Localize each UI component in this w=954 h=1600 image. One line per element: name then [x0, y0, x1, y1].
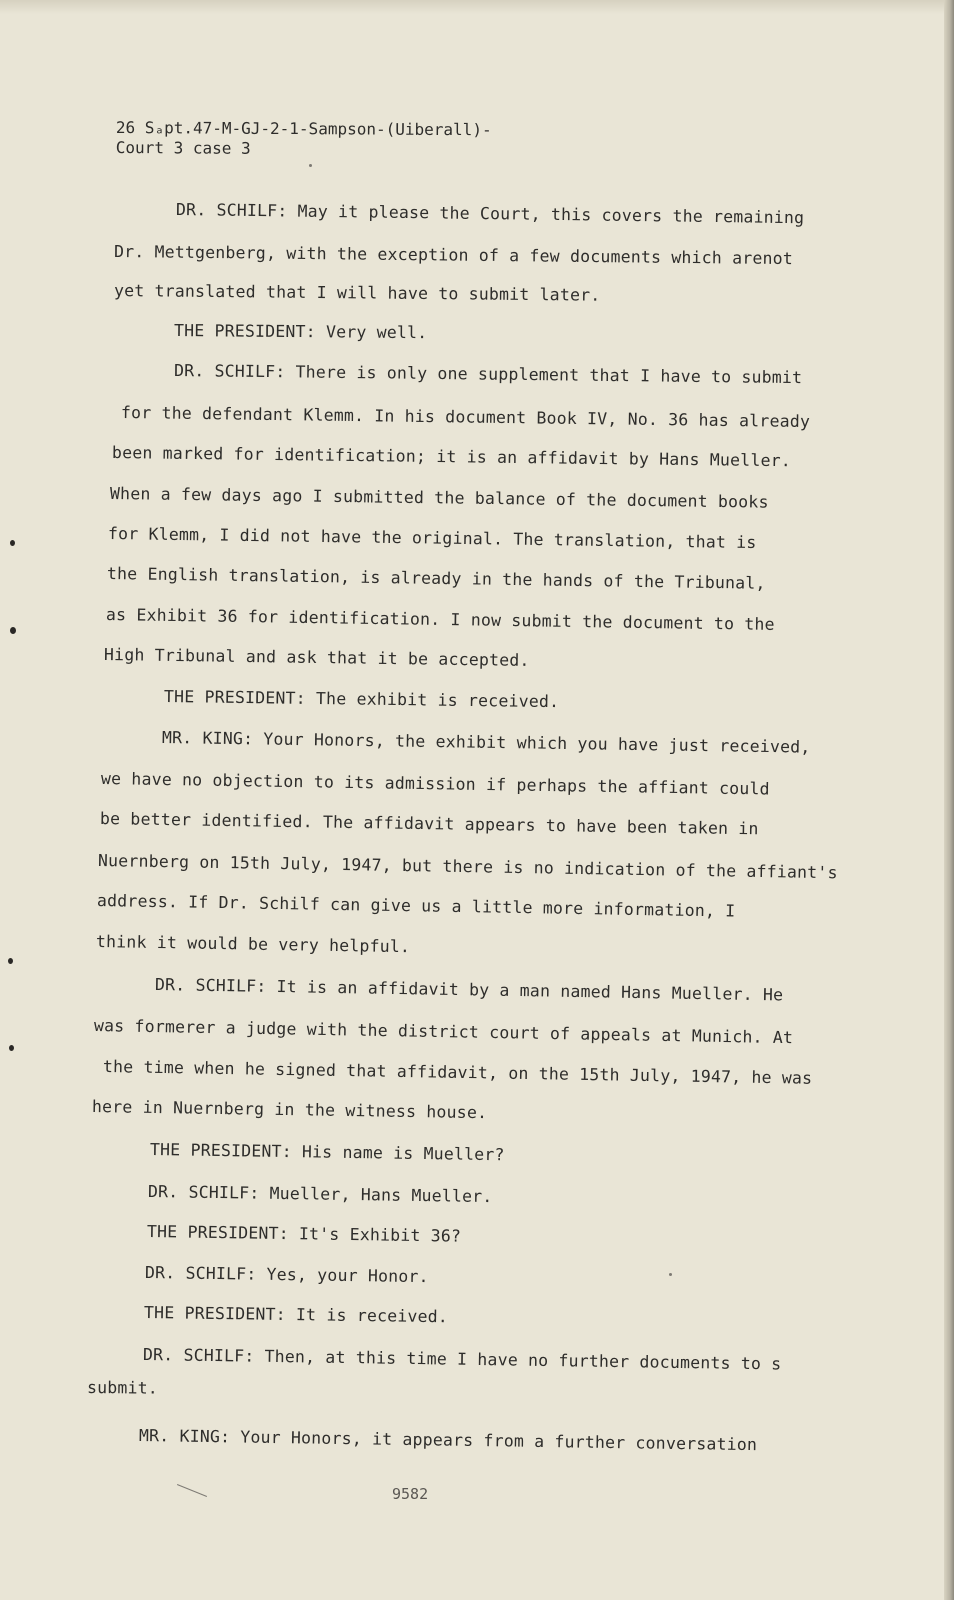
transcript-line: think it would be very helpful.: [95, 932, 411, 957]
transcript-line: as Exhibit 36 for identification. I now submit the document to the: [105, 605, 775, 634]
page-number: 9582: [392, 1485, 429, 1503]
header-line-1: 26 Sₐpt.47-M-GJ-2-1-Sampson-(Uiberall)-: [115, 118, 492, 140]
transcript-line: Dr. Mettgenberg, with the exception of a few documents which arenot: [113, 242, 794, 269]
transcript-line: DR. SCHILF: Mueller, Hans Mueller.: [147, 1182, 493, 1207]
transcript-line: was formerer a judge with the district court of appeals at Munich. At: [93, 1016, 794, 1048]
speck: [669, 1273, 672, 1276]
transcript-line: THE PRESIDENT: It's Exhibit 36?: [146, 1222, 462, 1246]
transcript-line: DR. SCHILF: It is an affidavit by a man named Hans Mueller. He: [154, 975, 784, 1005]
transcript-line: THE PRESIDENT: Very well.: [173, 321, 428, 343]
page-edge: [944, 0, 954, 1600]
binding-hole: [9, 1045, 14, 1051]
transcript-line: THE PRESIDENT: It is received.: [143, 1303, 449, 1327]
transcript-line: for Klemm, I did not have the original. The translation, that is: [107, 524, 757, 553]
transcript-line: submit.: [86, 1378, 159, 1398]
transcript-line: When a few days ago I submitted the balance of the document books: [109, 484, 769, 512]
transcript-line: for the defendant Klemm. In his document Book IV, No. 36 has already: [120, 403, 811, 432]
transcript-line: here in Nuernberg in the witness house.: [91, 1097, 488, 1123]
transcript-line: MR. KING: Your Honors, the exhibit which you have just received,: [161, 728, 811, 757]
transcript-line: Nuernberg on 15th July, 1947, but there is no indication of the affiant's: [97, 851, 838, 883]
header-line-2: Court 3 case 3: [115, 137, 251, 158]
transcript-line: DR. SCHILF: There is only one supplement that I have to submit: [173, 361, 803, 388]
transcript-line: we have no objection to its admission if perhaps the affiant could: [100, 769, 770, 799]
binding-hole: [8, 958, 13, 964]
transcript-line: be better identified. The affidavit appears to have been taken in: [99, 809, 759, 839]
transcript-line: THE PRESIDENT: The exhibit is received.: [163, 687, 560, 712]
transcript-line: THE PRESIDENT: His name is Mueller?: [149, 1140, 505, 1165]
transcript-line: DR. SCHILF: Then, at this time I have no further documents to s: [142, 1345, 782, 1374]
transcript-line: High Tribunal and ask that it be accepted.: [103, 645, 530, 670]
transcript-line: DR. SCHILF: Yes, your Honor.: [144, 1263, 429, 1287]
pencil-mark: [177, 1484, 207, 1497]
speck: [309, 164, 312, 167]
binding-hole: [10, 627, 16, 634]
transcript-line: the time when he signed that affidavit, on the 15th July, 1947, he was: [102, 1057, 813, 1088]
transcript-line: address. If Dr. Schilf can give us a little more information, I: [96, 891, 736, 921]
transcript-line: DR. SCHILF: May it please the Court, this covers the remaining: [175, 200, 805, 228]
document-header: [116, 118, 492, 160]
transcript-line: been marked for identification; it is an affidavit by Hans Mueller.: [111, 443, 792, 471]
top-shadow: [0, 0, 944, 14]
binding-hole: [10, 540, 15, 546]
transcript-line: MR. KING: Your Honors, it appears from a further conversation: [138, 1426, 758, 1455]
transcript-line: yet translated that I will have to submit later.: [113, 281, 601, 305]
transcript-line: the English translation, is already in the hands of the Tribunal,: [106, 564, 766, 593]
